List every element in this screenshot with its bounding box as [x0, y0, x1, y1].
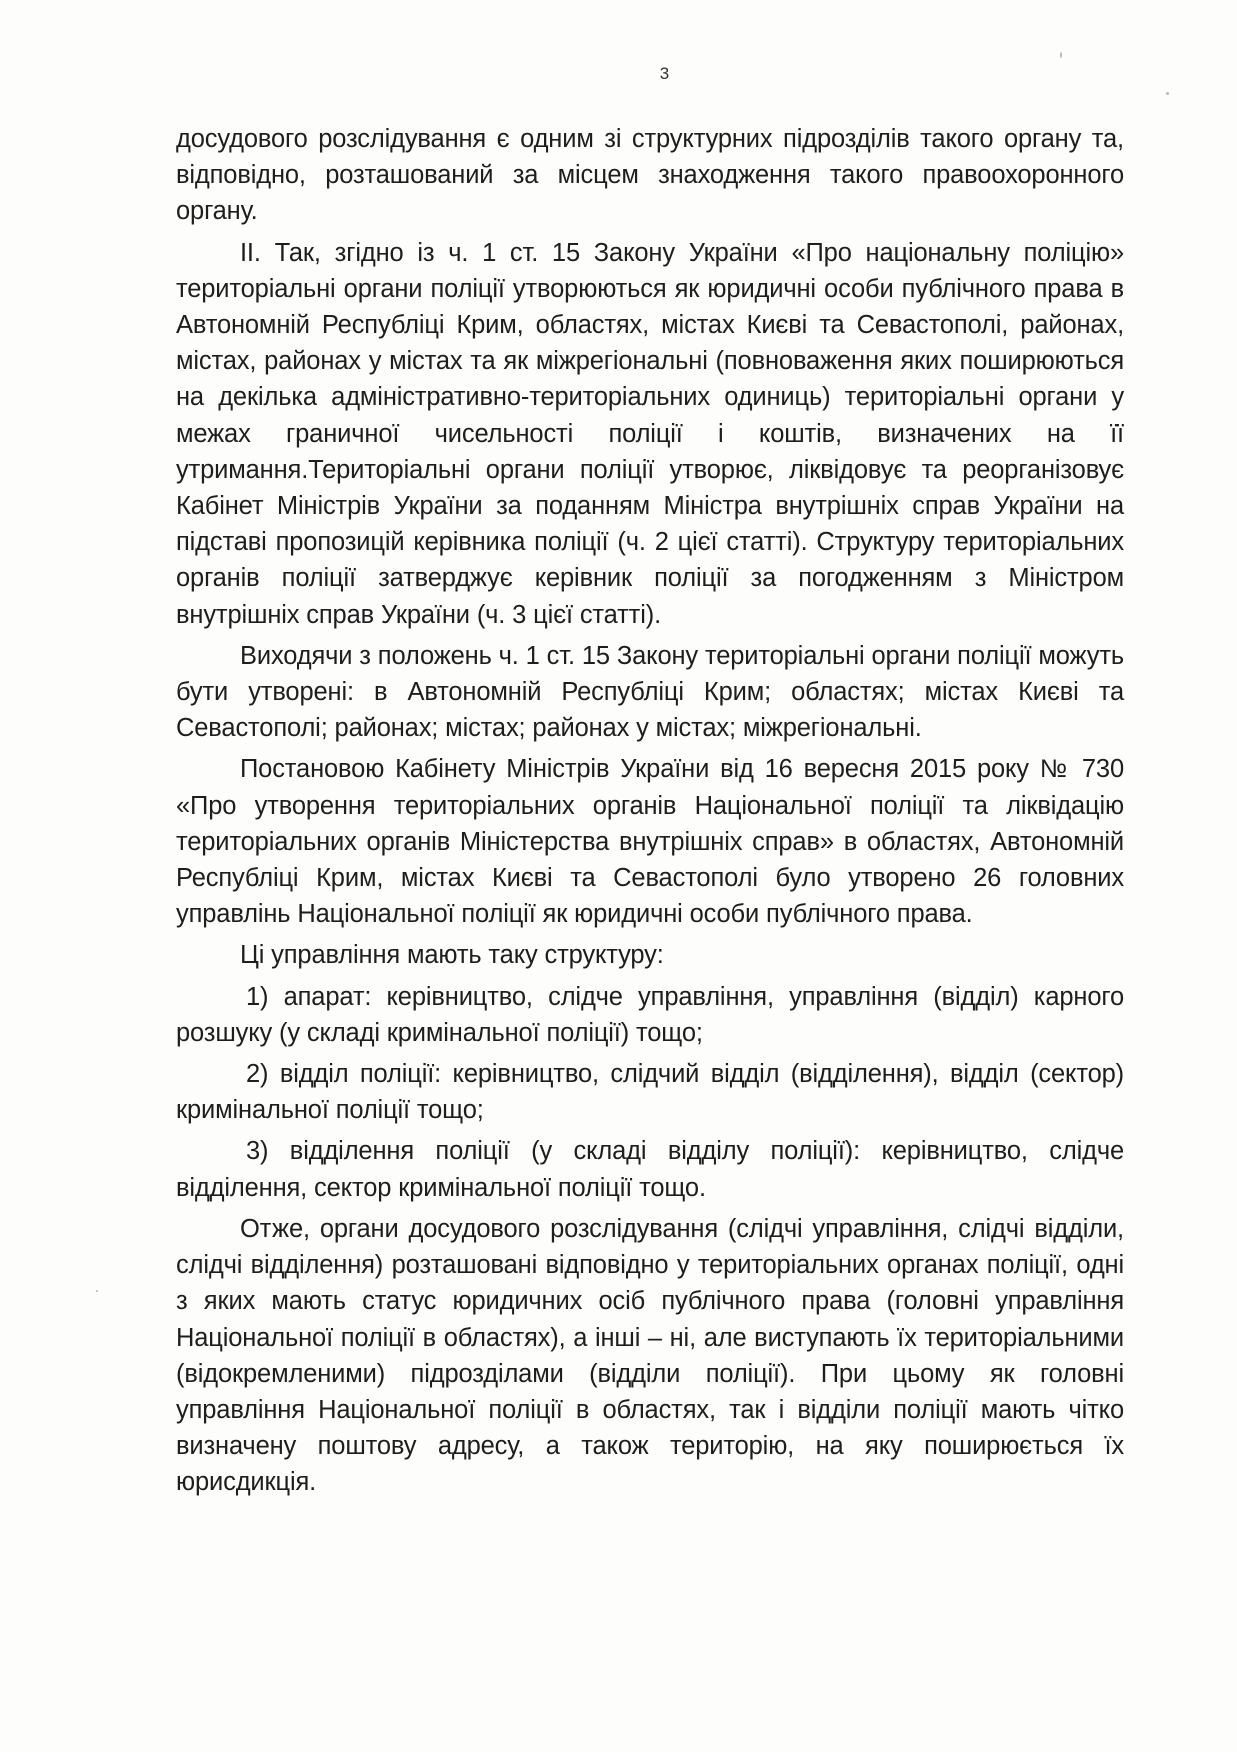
paragraph-structure-intro: Ці управління мають таку структуру:: [240, 941, 664, 970]
paragraph-section-2: ІІ. Так, згідно із ч. 1 ст. 15 Закону України «Про національну поліцію» територіальні органи поліції утворюються як юридичні особи публічного права в Автономній Республіці Крим, областях, містах Києві та Севастополі, районах, містах, районах у містах та як міжрегіональні (повноваження яких поширюються на декілька адміністративно-територіальних одиниць) територіальні органи у межах граничної чисельності поліції і коштів, визначених на її утримання.Територіальні органи поліції утворює, ліквідовує та реорганізовує Кабінет Міністрів України за поданням Міністра внутрішніх справ України на підставі пропозицій керівника поліції (ч. 2 цієї статті). Структуру територіальних органів поліції затверджує керівник поліції за погодженням з Міністром внутрішніх справ України (ч. 3 цієї статті).: [176, 238, 1124, 629]
list-item-2: 2) відділ поліції: керівництво, слідчий відділ (відділення), відділ (сектор) кримінальної поліції тощо;: [176, 1060, 1124, 1125]
paragraph-resolution-730: Постановою Кабінету Міністрів України від 16 вересня 2015 року № 730 «Про утворення територіальних органів Національної поліції та ліквідацію територіальних органів Міністерства внутрішніх справ» в областях, Автономній Республіці Крим, містах Києві та Севастополі було утворено 26 головних управлінь Національної поліції як юридичні особи публічного права.: [176, 755, 1124, 929]
list-item-1: 1) апарат: керівництво, слідче управління, управління (відділ) карного розшуку (у складі кримінальної поліції) тощо;: [176, 982, 1124, 1047]
page-number: 3: [659, 64, 670, 83]
scan-speck: [96, 1290, 98, 1292]
list-item-3: 3) відділення поліції (у складі відділу поліції): керівництво, слідче відділення, сектор кримінальної поліції тощо.: [176, 1137, 1124, 1202]
paragraph-conclusion: Отже, органи досудового розслідування (слідчі управління, слідчі відділи, слідчі відділення) розташовані відповідно у територіальних органах поліції, одні з яких мають статус юридичних осіб публічного права (головні управління Національної поліції в областях), а інші – ні, але виступають їх територіальними (відокремленими) підрозділами (відділи поліції). При цьому як головні управління Національної поліції в областях, так і відділи поліції мають чітко визначену поштову адресу, а також територію, на яку поширюється їх юрисдикція.: [176, 1214, 1124, 1497]
scan-speck: [1166, 92, 1169, 95]
scan-speck: [1060, 52, 1062, 58]
document-body: [176, 121, 1124, 1501]
paragraph-continuation: досудового розслідування є одним зі структурних підрозділів такого органу та, відповідно, розташований за місцем знаходження такого правоохоронного органу.: [176, 125, 1124, 226]
paragraph-police-bodies: Виходячи з положень ч. 1 ст. 15 Закону територіальні органи поліції можуть бути утворені: в Автономній Республіці Крим; областях; містах Києві та Севастополі; районах; містах; районах у містах; міжрегіональні.: [176, 641, 1124, 743]
